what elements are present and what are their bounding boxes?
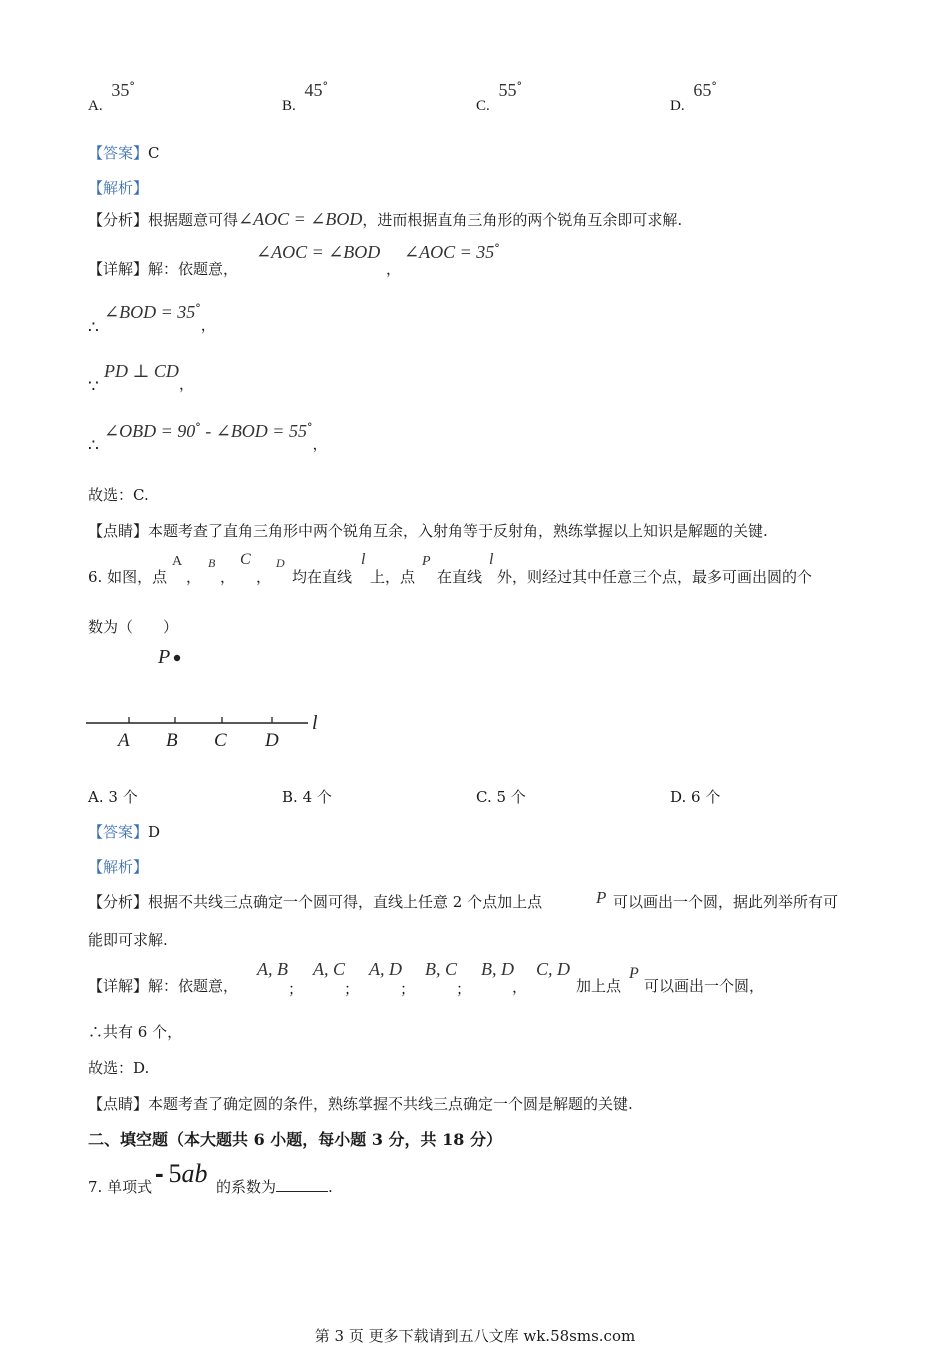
q5-therefore-2: ∴ <box>88 436 99 456</box>
comment-text: 本题考查了确定圆的条件，熟练掌握不共线三点确定一个圆是解题的关键. <box>148 1095 633 1113</box>
q6-outside: 外，则经过其中任意三个点，最多可画出圆的个 <box>497 568 813 586</box>
q5-detail-comma: ， <box>386 260 402 278</box>
q6-pt-b: B <box>208 556 216 570</box>
q6-up: 上，点 <box>370 568 416 586</box>
step3-math: ∠OBD = 90 <box>104 421 196 441</box>
q6-fenxi-text2: 可以画出一个圆，据此列举所有可 <box>613 893 839 911</box>
option-text: 3 个 <box>108 788 138 806</box>
degree-symbol: ° <box>711 80 717 93</box>
degree-symbol: ° <box>129 80 135 93</box>
q5-analysis-label: 【解析】 <box>88 179 149 197</box>
q6-stem <box>88 566 167 587</box>
detail-label: 【详解】 <box>88 260 149 278</box>
q5-choose: 故选：C. <box>88 486 149 504</box>
q6-choose: 故选：D. <box>88 1059 150 1077</box>
q6-pt-c: C <box>240 551 251 568</box>
q6-pair-ac: A, C <box>313 959 346 979</box>
q5-therefore-1: ∴ <box>88 318 99 338</box>
q6-on-line: 均在直线 <box>292 568 353 586</box>
degree-symbol: ° <box>306 421 313 434</box>
q6-line2: 数为（ ） <box>88 618 179 636</box>
q6-pair-ab: A, B <box>257 959 288 979</box>
option-letter: A. <box>88 788 104 806</box>
semicolon: ； <box>456 980 472 998</box>
q7-minus: - <box>155 1158 164 1188</box>
option-letter: D. <box>670 788 687 806</box>
q5-step1 <box>104 302 216 334</box>
answer-label: 【答案】 <box>88 144 149 162</box>
option-a <box>88 80 135 114</box>
figure-label-a: A <box>118 730 130 751</box>
comma: ， <box>186 568 202 586</box>
q6-option-b <box>282 786 332 807</box>
q6-fenxi-p: P <box>596 888 607 907</box>
fenxi-text: 根据不共线三点确定一个圆可得，直线上任意 2 个点加上点 <box>148 893 543 911</box>
step2-comma: ， <box>178 375 194 393</box>
fenxi-label: 【分析】 <box>88 893 149 911</box>
q6-fenxi <box>88 891 542 912</box>
figure-label-d: D <box>265 730 279 751</box>
option-text: 6 个 <box>691 788 721 806</box>
q6-answer <box>88 821 160 842</box>
option-text: 4 个 <box>302 788 332 806</box>
q7-answer-blank[interactable] <box>276 1177 328 1192</box>
detail-text: 解：依题意， <box>148 260 239 278</box>
section-title: 二、填空题（本大题共 6 小题，每小题 3 分，共 18 分） <box>88 1130 502 1149</box>
option-letter: B. <box>282 788 298 806</box>
figure-label-l: l <box>312 712 318 734</box>
q5-step3 <box>104 421 328 453</box>
fenxi-text: ，进而根据直角三角形的两个锐角互余即可求解. <box>362 211 683 229</box>
option-b-letter: B. <box>282 98 296 114</box>
semicolon: ； <box>344 980 360 998</box>
answer-value: C <box>148 144 160 162</box>
q6-at-line: 在直线 <box>437 568 483 586</box>
q5-detail <box>88 258 238 279</box>
q6-pt-p: P <box>422 554 431 569</box>
q5-fenxi <box>88 209 682 230</box>
q6-pair-ad: A, D <box>369 959 402 979</box>
answer-value: D <box>148 823 161 841</box>
semicolon: ； <box>288 980 304 998</box>
q7-text-label: 的系数为 <box>216 1178 277 1196</box>
q6-option-a <box>88 786 138 807</box>
q6-line-l: l <box>361 551 366 568</box>
figure-point-p <box>174 655 180 661</box>
comment-text: 本题考查了直角三角形中两个锐角互余，入射角等于反射角，熟练掌握以上知识是解题的关键. <box>148 522 768 540</box>
step1-comma: ， <box>200 316 216 334</box>
figure-label-b: B <box>166 730 178 751</box>
q6-figure <box>80 640 340 755</box>
q6-comment <box>88 1093 633 1114</box>
q7-end: . <box>328 1178 333 1196</box>
figure-point-p-label: P <box>158 646 171 668</box>
step3-math2: ∠BOD = 55 <box>215 421 307 441</box>
q6-option-c <box>476 786 526 807</box>
q6-pair-bd: B, D <box>481 959 514 979</box>
page-footer: 第 3 页 更多下载请到五八文库 wk.58sms.com <box>314 1327 636 1345</box>
option-b <box>282 80 329 114</box>
option-letter: C. <box>476 788 492 806</box>
option-a-letter: A. <box>88 98 103 114</box>
option-text: 5 个 <box>496 788 526 806</box>
comment-label: 【点睛】 <box>88 1095 149 1113</box>
option-c-value: 55 <box>498 80 517 100</box>
q6-detail-text3: 可以画出一个圆， <box>644 977 765 995</box>
step3-minus: - <box>200 421 216 441</box>
degree-symbol: ° <box>516 80 523 93</box>
comma: ， <box>512 978 528 996</box>
option-d <box>670 80 717 114</box>
q6-detail-p: P <box>629 965 639 982</box>
step2-math: PD ⊥ CD <box>104 361 179 381</box>
q5-step2 <box>104 361 194 393</box>
option-c <box>476 80 523 114</box>
step1-math: ∠BOD = 35 <box>104 302 196 322</box>
q7-text <box>216 1176 333 1197</box>
comment-label: 【点睛】 <box>88 522 149 540</box>
q6-detail-text2: 加上点 <box>576 977 622 995</box>
q6-pt-d: D <box>276 556 285 570</box>
detail-math2: ∠AOC = 35 <box>404 242 495 262</box>
q7-vars: ab <box>181 1159 208 1188</box>
q6-line-l: l <box>489 551 494 568</box>
q5-answer <box>88 142 160 163</box>
fenxi-math: ∠AOC = ∠BOD <box>238 209 363 229</box>
degree-symbol: ° <box>494 242 500 255</box>
figure-label-c: C <box>214 730 227 751</box>
degree-symbol: ° <box>195 421 201 434</box>
q6-pair-cd: C, D <box>536 959 571 979</box>
q5-comment <box>88 520 768 541</box>
option-d-value: 65 <box>693 80 712 100</box>
q6-pair-bc: B, C <box>425 959 458 979</box>
q6-analysis-label: 【解析】 <box>88 858 149 876</box>
fenxi-text: 根据题意可得 <box>148 211 239 229</box>
detail-label: 【详解】 <box>88 977 149 995</box>
option-d-letter: D. <box>670 98 685 114</box>
q6-total: ∴共有 6 个， <box>88 1023 183 1041</box>
degree-symbol: ° <box>322 80 329 93</box>
q6-pt-a: A <box>172 554 183 569</box>
q7-num: 7. 单项式 <box>88 1178 153 1196</box>
q7-coef: 5 <box>168 1159 182 1188</box>
semicolon: ； <box>400 980 416 998</box>
q6-option-d <box>670 786 720 807</box>
detail-text: 解：依题意， <box>148 977 239 995</box>
q5-detail-math2 <box>404 242 500 263</box>
comma: ， <box>256 568 272 586</box>
step3-comma: ， <box>312 435 328 453</box>
q5-because: ∵ <box>88 377 99 397</box>
fenxi-label: 【分析】 <box>88 211 149 229</box>
option-c-letter: C. <box>476 98 490 114</box>
q5-detail-math1: ∠AOC = ∠BOD <box>256 242 381 262</box>
q7-monomial <box>155 1158 207 1189</box>
q6-fenxi-text3: 能即可求解. <box>88 931 168 949</box>
q6-detail <box>88 975 238 996</box>
answer-label: 【答案】 <box>88 823 149 841</box>
q6-num: 6. 如图，点 <box>88 568 168 586</box>
comma: ， <box>220 568 236 586</box>
degree-symbol: ° <box>195 302 201 315</box>
option-b-value: 45 <box>304 80 323 100</box>
option-a-value: 35 <box>111 80 130 100</box>
